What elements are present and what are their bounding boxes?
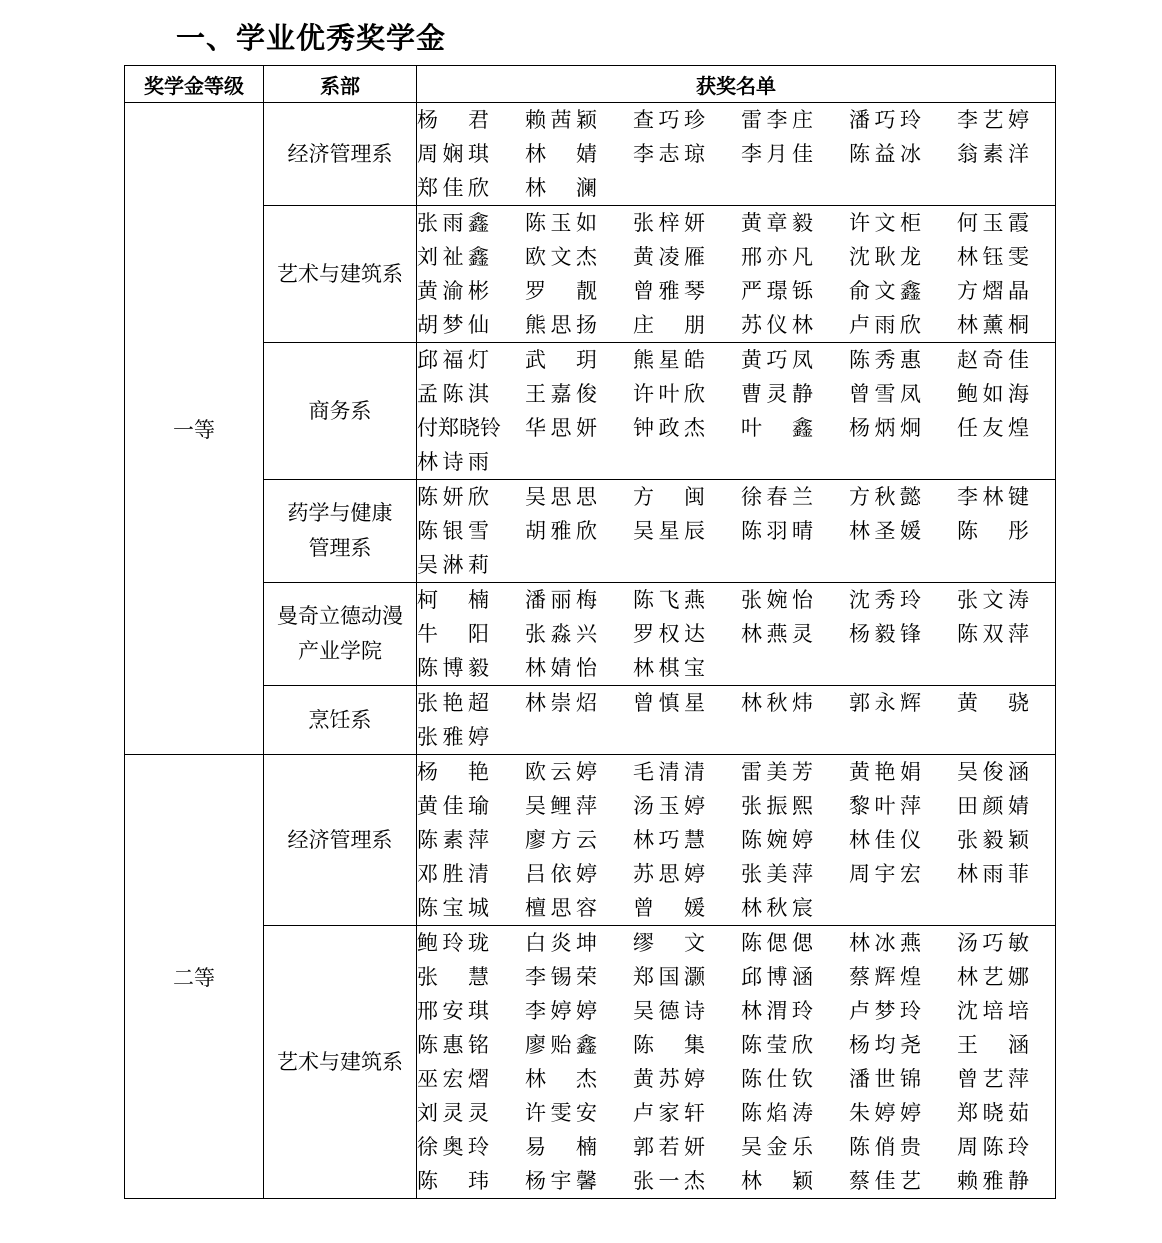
winner-name: 胡雅欣 xyxy=(525,519,597,543)
winner-name: 翁素洋 xyxy=(957,142,1029,166)
winner-name: 陈焰涛 xyxy=(741,1101,813,1125)
winner-name: 孟陈淇 xyxy=(417,382,489,406)
winner-name: 沈耿龙 xyxy=(849,245,921,269)
winner-name: 张艳超 xyxy=(417,691,489,715)
winner-name: 吴俊涵 xyxy=(957,760,1029,784)
winner-name: 赖茜颖 xyxy=(525,108,597,132)
winner-name: 林渭玲 xyxy=(741,999,813,1023)
winner-name: 郑国灏 xyxy=(633,965,705,989)
winner-name: 熊思扬 xyxy=(525,313,597,337)
winner-name: 林棋宝 xyxy=(633,656,705,680)
winner-name: 吴淋莉 xyxy=(417,553,489,577)
winner-name: 林崇炤 xyxy=(525,691,597,715)
table-row xyxy=(125,480,1056,583)
winner-name: 陈莹欣 xyxy=(741,1033,813,1057)
winner-name: 沈秀玲 xyxy=(849,588,921,612)
winners-grid xyxy=(417,343,1055,479)
winner-name: 潘巧玲 xyxy=(849,108,921,132)
winner-name: 任友煌 xyxy=(957,416,1029,440)
department-name-line: 经济管理系 xyxy=(287,141,393,166)
table-row xyxy=(125,343,1056,480)
winner-name: 武 玥 xyxy=(525,348,597,372)
winner-name: 陈博毅 xyxy=(417,656,489,680)
department-cell xyxy=(264,926,417,1199)
winners-cell xyxy=(417,926,1056,1199)
winner-name: 张一杰 xyxy=(633,1169,705,1193)
table-row xyxy=(125,926,1056,1199)
winner-name: 张淼兴 xyxy=(525,622,597,646)
department-cell xyxy=(264,206,417,343)
winner-name: 陈 彤 xyxy=(957,519,1029,543)
winner-name: 林薰桐 xyxy=(957,313,1029,337)
department-name-line: 曼奇立德动漫 xyxy=(277,604,403,628)
winner-name: 廖方云 xyxy=(525,828,597,852)
winner-name: 周陈玲 xyxy=(957,1135,1029,1159)
winner-name: 李林键 xyxy=(957,485,1029,509)
winner-name: 汤巧敏 xyxy=(957,931,1029,955)
winner-name: 杨毅锋 xyxy=(849,622,921,646)
winner-name: 林冰燕 xyxy=(849,931,921,955)
winner-name: 王嘉俊 xyxy=(525,382,597,406)
winner-name: 杨炳炯 xyxy=(849,416,921,440)
winner-name: 陈婉婷 xyxy=(741,828,813,852)
winner-name: 杨 君 xyxy=(417,108,489,132)
winner-name: 刘祉鑫 xyxy=(417,245,489,269)
winner-name: 林秋炜 xyxy=(741,691,813,715)
header-names: 获奖名单 xyxy=(417,66,1056,103)
winner-name: 林雨菲 xyxy=(957,862,1029,886)
winner-name: 黄渝彬 xyxy=(417,279,489,303)
winner-name: 陈俏贵 xyxy=(849,1135,921,1159)
winner-name: 陈羽晴 xyxy=(741,519,813,543)
winner-name: 查巧珍 xyxy=(633,108,705,132)
winners-cell xyxy=(417,755,1056,926)
table-row xyxy=(125,686,1056,755)
winner-name: 华思妍 xyxy=(525,416,597,440)
department-cell xyxy=(264,343,417,480)
winner-name: 陈玉如 xyxy=(525,211,597,235)
winner-name: 郭永辉 xyxy=(849,691,921,715)
winner-name: 邱福灯 xyxy=(417,348,489,372)
winners-cell xyxy=(417,206,1056,343)
winner-name: 林燕灵 xyxy=(741,622,813,646)
winners-cell xyxy=(417,583,1056,686)
winner-name: 李月佳 xyxy=(741,142,813,166)
winner-name: 蔡辉煌 xyxy=(849,965,921,989)
table-row xyxy=(125,755,1056,926)
department-name-line: 艺术与建筑系 xyxy=(277,1049,403,1074)
winner-name: 刘灵灵 xyxy=(417,1101,489,1125)
winner-name: 陈 玮 xyxy=(417,1169,489,1193)
winner-name: 吕依婷 xyxy=(525,862,597,886)
winners-grid xyxy=(417,926,1055,1198)
department-cell xyxy=(264,480,417,583)
winner-name: 付郑晓铃 xyxy=(417,416,501,440)
winner-name: 田颜婧 xyxy=(957,794,1029,818)
winner-name: 罗权达 xyxy=(633,622,705,646)
winner-name: 鲍玲珑 xyxy=(417,931,489,955)
winner-name: 林 颖 xyxy=(741,1169,813,1193)
winner-name: 杨均尧 xyxy=(849,1033,921,1057)
winner-name: 林诗雨 xyxy=(417,450,489,474)
header-level: 奖学金等级 xyxy=(125,66,264,103)
winner-name: 卢家轩 xyxy=(633,1101,705,1125)
section-title: 一、学业优秀奖学金 xyxy=(176,21,447,55)
winner-name: 蔡佳艺 xyxy=(849,1169,921,1193)
winner-name: 严璟铄 xyxy=(741,279,813,303)
department-cell xyxy=(264,103,417,206)
table-row xyxy=(125,583,1056,686)
winner-name: 林艺娜 xyxy=(957,965,1029,989)
winner-name: 吴金乐 xyxy=(741,1135,813,1159)
winners-grid xyxy=(417,583,1055,685)
department-name-line: 药学与健康 xyxy=(287,501,393,525)
winner-name: 张文涛 xyxy=(957,588,1029,612)
winner-name: 檀思容 xyxy=(525,896,597,920)
winner-name: 吴鲤萍 xyxy=(525,794,597,818)
winner-name: 陈仕钦 xyxy=(741,1067,813,1091)
winner-name: 陈偲偲 xyxy=(741,931,813,955)
winner-name: 张振熙 xyxy=(741,794,813,818)
winner-name: 郑晓茹 xyxy=(957,1101,1029,1125)
winner-name: 许雯安 xyxy=(525,1101,597,1125)
winner-name: 曾艺萍 xyxy=(957,1067,1029,1091)
winner-name: 卢梦玲 xyxy=(849,999,921,1023)
winner-name: 张婉怡 xyxy=(741,588,813,612)
winner-name: 陈银雪 xyxy=(417,519,489,543)
header-department: 系部 xyxy=(264,66,417,103)
winner-name: 黄 骁 xyxy=(957,691,1029,715)
winner-name: 王 涵 xyxy=(957,1033,1029,1057)
winners-grid xyxy=(417,206,1055,342)
winner-name: 张梓妍 xyxy=(633,211,705,235)
winner-name: 郭若妍 xyxy=(633,1135,705,1159)
winner-name: 黄艳娟 xyxy=(849,760,921,784)
winner-name: 张毅颖 xyxy=(957,828,1029,852)
winner-name: 赵奇佳 xyxy=(957,348,1029,372)
winner-name: 许文柜 xyxy=(849,211,921,235)
winner-name: 黄章毅 xyxy=(741,211,813,235)
winner-name: 黎叶萍 xyxy=(849,794,921,818)
winner-name: 曹灵静 xyxy=(741,382,813,406)
department-name-line: 管理系 xyxy=(308,536,372,560)
winner-name: 曾慎星 xyxy=(633,691,705,715)
winner-name: 陈双萍 xyxy=(957,622,1029,646)
winner-name: 雷李庄 xyxy=(741,108,813,132)
winner-name: 熊星皓 xyxy=(633,348,705,372)
winner-name: 张美萍 xyxy=(741,862,813,886)
winner-name: 邢安琪 xyxy=(417,999,489,1023)
winner-name: 林佳仪 xyxy=(849,828,921,852)
department-cell xyxy=(264,583,417,686)
winner-name: 叶 鑫 xyxy=(741,416,813,440)
winner-name: 俞文鑫 xyxy=(849,279,921,303)
winner-name: 陈飞燕 xyxy=(633,588,705,612)
winner-name: 陈素萍 xyxy=(417,828,489,852)
winner-name: 李志琼 xyxy=(633,142,705,166)
winner-name: 雷美芳 xyxy=(741,760,813,784)
winners-cell xyxy=(417,480,1056,583)
winner-name: 吴星辰 xyxy=(633,519,705,543)
winners-cell xyxy=(417,686,1056,755)
winner-name: 陈宝城 xyxy=(417,896,489,920)
department-cell xyxy=(264,755,417,926)
winner-name: 毛清清 xyxy=(633,760,705,784)
winner-name: 柯 楠 xyxy=(417,588,489,612)
department-name-line: 商务系 xyxy=(308,398,372,423)
winner-name: 杨宇馨 xyxy=(525,1169,597,1193)
winner-name: 鲍如海 xyxy=(957,382,1029,406)
header-row xyxy=(125,66,1056,103)
department-name-line: 产业学院 xyxy=(298,639,382,663)
winner-name: 邓胜清 xyxy=(417,862,489,886)
winner-name: 张雨鑫 xyxy=(417,211,489,235)
winner-name: 黄佳瑜 xyxy=(417,794,489,818)
winner-name: 林秋宸 xyxy=(741,896,813,920)
winner-name: 黄巧凤 xyxy=(741,348,813,372)
winner-name: 周宇宏 xyxy=(849,862,921,886)
winner-name: 易 楠 xyxy=(525,1135,597,1159)
table-row xyxy=(125,103,1056,206)
department-name-line: 经济管理系 xyxy=(287,827,393,852)
winner-name: 汤玉婷 xyxy=(633,794,705,818)
winner-name: 林 婧 xyxy=(525,142,597,166)
winner-name: 卢雨欣 xyxy=(849,313,921,337)
winner-name: 杨 艳 xyxy=(417,760,489,784)
winner-name: 胡梦仙 xyxy=(417,313,489,337)
winner-name: 陈妍欣 xyxy=(417,485,489,509)
winner-name: 许叶欣 xyxy=(633,382,705,406)
winner-name: 曾雪凤 xyxy=(849,382,921,406)
winner-name: 李艺婷 xyxy=(957,108,1029,132)
level-cell: 一等 xyxy=(125,103,264,755)
winner-name: 何玉霞 xyxy=(957,211,1029,235)
winners-grid xyxy=(417,755,1055,925)
level-cell: 二等 xyxy=(125,755,264,1199)
winner-name: 苏仪林 xyxy=(741,313,813,337)
winner-name: 牛 阳 xyxy=(417,622,489,646)
winner-name: 赖雅静 xyxy=(957,1169,1029,1193)
winner-name: 吴思思 xyxy=(525,485,597,509)
winner-name: 张雅婷 xyxy=(417,725,489,749)
winner-name: 黄苏婷 xyxy=(633,1067,705,1091)
winner-name: 黄凌雁 xyxy=(633,245,705,269)
winners-cell xyxy=(417,343,1056,480)
winner-name: 徐春兰 xyxy=(741,485,813,509)
winner-name: 沈培培 xyxy=(957,999,1029,1023)
department-name-line: 烹饪系 xyxy=(308,707,372,732)
winner-name: 郑佳欣 xyxy=(417,176,489,200)
department-cell xyxy=(264,686,417,755)
winners-grid xyxy=(417,686,1055,754)
table-body xyxy=(125,103,1056,1199)
winners-cell xyxy=(417,103,1056,206)
winner-name: 苏思婷 xyxy=(633,862,705,886)
winner-name: 林 澜 xyxy=(525,176,597,200)
winner-name: 徐奥玲 xyxy=(417,1135,489,1159)
winner-name: 张 慧 xyxy=(417,965,489,989)
winner-name: 朱婷婷 xyxy=(849,1101,921,1125)
table-row xyxy=(125,206,1056,343)
winner-name: 陈益冰 xyxy=(849,142,921,166)
winners-grid xyxy=(417,480,1055,582)
winner-name: 钟政杰 xyxy=(633,416,705,440)
winner-name: 吴德诗 xyxy=(633,999,705,1023)
winner-name: 林巧慧 xyxy=(633,828,705,852)
winner-name: 邱博涵 xyxy=(741,965,813,989)
winner-name: 廖贻鑫 xyxy=(525,1033,597,1057)
winner-name: 潘世锦 xyxy=(849,1067,921,1091)
winner-name: 欧云婷 xyxy=(525,760,597,784)
winner-name: 巫宏熠 xyxy=(417,1067,489,1091)
winner-name: 林 杰 xyxy=(525,1067,597,1091)
winner-name: 曾雅琴 xyxy=(633,279,705,303)
winner-name: 周娴琪 xyxy=(417,142,489,166)
winner-name: 陈惠铭 xyxy=(417,1033,489,1057)
winner-name: 李锡荣 xyxy=(525,965,597,989)
winner-name: 林圣媛 xyxy=(849,519,921,543)
winners-grid xyxy=(417,103,1055,205)
winner-name: 缪 文 xyxy=(633,931,705,955)
winner-name: 曾 媛 xyxy=(633,896,705,920)
winner-name: 方秋懿 xyxy=(849,485,921,509)
winner-name: 方 闽 xyxy=(633,485,705,509)
winner-name: 李婷婷 xyxy=(525,999,597,1023)
winner-name: 林钰雯 xyxy=(957,245,1029,269)
winner-name: 方熠晶 xyxy=(957,279,1029,303)
scholarship-table xyxy=(124,65,1056,1199)
department-name-line: 艺术与建筑系 xyxy=(277,261,403,286)
winner-name: 邢亦凡 xyxy=(741,245,813,269)
winner-name: 白炎坤 xyxy=(525,931,597,955)
winner-name: 罗 靓 xyxy=(525,279,597,303)
winner-name: 欧文杰 xyxy=(525,245,597,269)
winner-name: 庄 朋 xyxy=(633,313,705,337)
winner-name: 陈秀惠 xyxy=(849,348,921,372)
winner-name: 潘丽梅 xyxy=(525,588,597,612)
winner-name: 林婧怡 xyxy=(525,656,597,680)
winner-name: 陈 集 xyxy=(633,1033,705,1057)
